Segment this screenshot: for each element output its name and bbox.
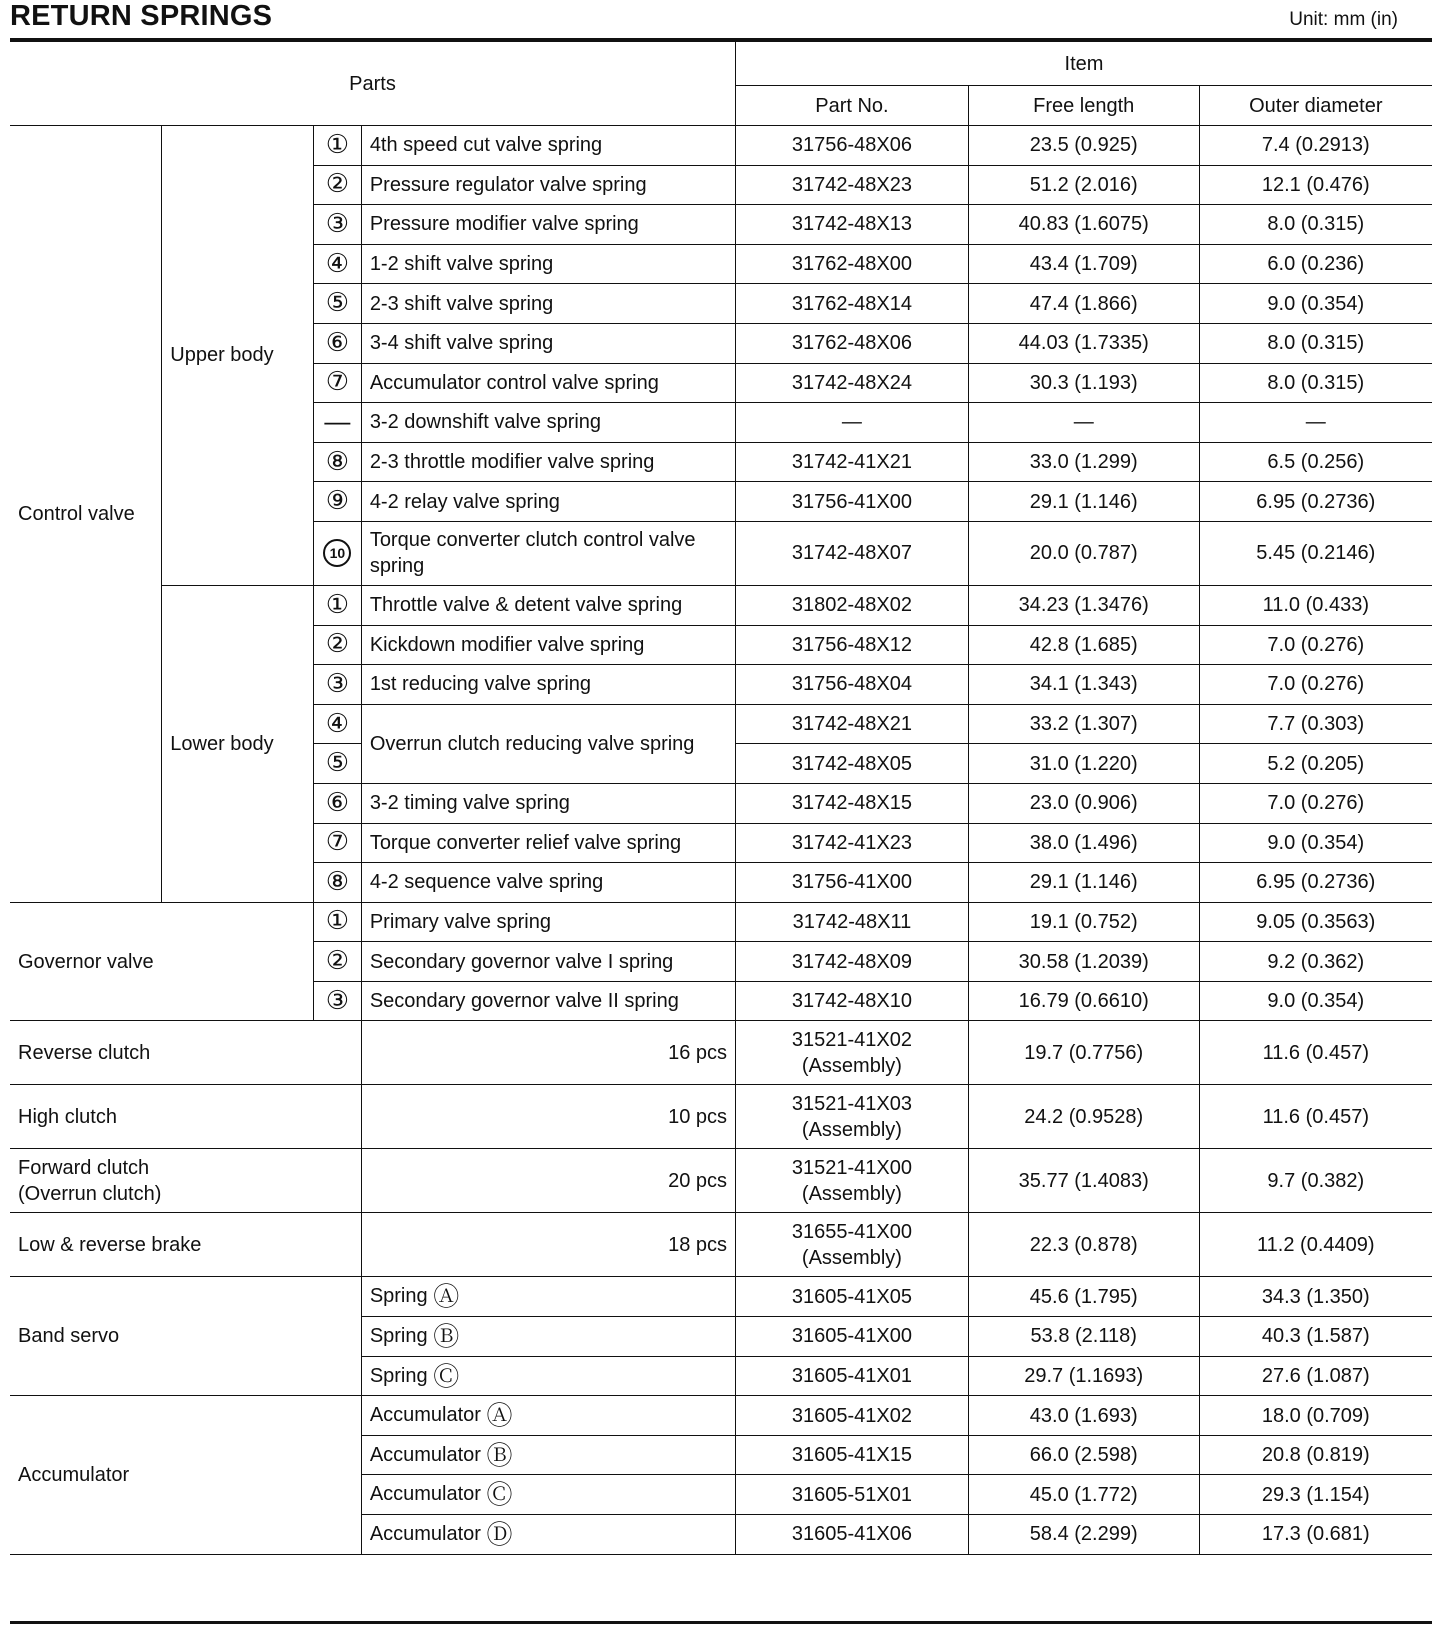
part-no: 31762-48X14 xyxy=(736,284,969,324)
part-no: 31756-48X06 xyxy=(736,126,969,166)
item-number: ② xyxy=(325,628,350,659)
spring-label: Spring xyxy=(369,1364,428,1387)
item-number: ⑤ xyxy=(325,747,350,778)
table-row xyxy=(10,1277,1432,1317)
outer-diameter: 9.7 (0.382) xyxy=(1199,1149,1432,1213)
part-no-value: 31521-41X00 xyxy=(791,1156,912,1179)
outer-diameter: 17.3 (0.681) xyxy=(1199,1515,1432,1555)
group-accumulator: Accumulator xyxy=(10,1396,361,1554)
part-no-note: (Assembly) xyxy=(801,1054,902,1077)
part-no xyxy=(736,1213,969,1277)
spring-label: Accumulator xyxy=(369,1443,481,1466)
clutch-name-line: Low & reverse brake xyxy=(18,1233,202,1256)
spring-name: 3-4 shift valve spring xyxy=(361,323,735,363)
part-no: 31742-48X10 xyxy=(736,981,969,1021)
part-no: 31742-41X23 xyxy=(736,823,969,863)
outer-diameter: 5.2 (0.205) xyxy=(1199,744,1432,784)
free-length: 51.2 (2.016) xyxy=(968,165,1199,205)
item-number-cell xyxy=(314,783,362,823)
item-number-cell xyxy=(314,625,362,665)
spring-name: 2-3 shift valve spring xyxy=(361,284,735,324)
outer-diameter: 11.6 (0.457) xyxy=(1199,1085,1432,1149)
free-length: 40.83 (1.6075) xyxy=(968,205,1199,245)
part-no xyxy=(736,1149,969,1213)
part-no: 31742-48X15 xyxy=(736,783,969,823)
free-length: 20.0 (0.787) xyxy=(968,521,1199,585)
outer-diameter: 8.0 (0.315) xyxy=(1199,205,1432,245)
clutch-name xyxy=(10,1021,361,1085)
free-length: 34.23 (1.3476) xyxy=(968,585,1199,625)
spring-name xyxy=(361,1277,735,1317)
quantity: 20 pcs xyxy=(361,1149,735,1213)
outer-diameter: — xyxy=(1199,403,1432,443)
item-number: ③ xyxy=(325,984,350,1015)
outer-diameter: 5.45 (0.2146) xyxy=(1199,521,1432,585)
free-length: 30.58 (1.2039) xyxy=(968,942,1199,982)
outer-diameter-header: Outer diameter xyxy=(1199,86,1432,126)
table-row xyxy=(10,126,1432,166)
part-no-header: Part No. xyxy=(736,86,969,126)
table-row xyxy=(10,1021,1432,1085)
page-title: RETURN SPRINGS xyxy=(10,0,273,32)
part-no: 31756-48X04 xyxy=(736,665,969,705)
part-no-value: 31521-41X03 xyxy=(791,1092,912,1115)
spring-name xyxy=(361,1396,735,1436)
item-number: — xyxy=(324,405,351,436)
spring-letter: Ⓓ xyxy=(486,1519,513,1550)
outer-diameter: 34.3 (1.350) xyxy=(1199,1277,1432,1317)
item-number-cell xyxy=(314,442,362,482)
outer-diameter: 6.5 (0.256) xyxy=(1199,442,1432,482)
spring-name: 4-2 sequence valve spring xyxy=(361,863,735,903)
outer-diameter: 6.95 (0.2736) xyxy=(1199,863,1432,903)
outer-diameter: 7.0 (0.276) xyxy=(1199,625,1432,665)
bottom-rule xyxy=(10,1621,1432,1624)
item-number: ⑥ xyxy=(325,786,350,817)
item-number-cell xyxy=(314,585,362,625)
free-length: 33.2 (1.307) xyxy=(968,704,1199,744)
item-number: ⑤ xyxy=(325,287,350,318)
outer-diameter: 29.3 (1.154) xyxy=(1199,1475,1432,1515)
spring-name xyxy=(361,1435,735,1475)
spring-name: Overrun clutch reducing valve spring xyxy=(361,704,735,783)
part-no-note: (Assembly) xyxy=(801,1118,902,1141)
free-length: 44.03 (1.7335) xyxy=(968,323,1199,363)
outer-diameter: 11.0 (0.433) xyxy=(1199,585,1432,625)
free-length: 35.77 (1.4083) xyxy=(968,1149,1199,1213)
spring-name: 2-3 throttle modifier valve spring xyxy=(361,442,735,482)
quantity: 10 pcs xyxy=(361,1085,735,1149)
group-upper-body: Upper body xyxy=(162,126,314,586)
item-number-cell xyxy=(314,704,362,744)
part-no: 31742-41X21 xyxy=(736,442,969,482)
part-no: — xyxy=(736,403,969,443)
part-no: 31756-41X00 xyxy=(736,863,969,903)
part-no: 31762-48X00 xyxy=(736,244,969,284)
parts-header: Parts xyxy=(10,42,736,126)
spring-name: Pressure regulator valve spring xyxy=(361,165,735,205)
item-number-cell xyxy=(314,482,362,522)
spring-name: Throttle valve & detent valve spring xyxy=(361,585,735,625)
free-length-header: Free length xyxy=(968,86,1199,126)
spring-name xyxy=(361,1317,735,1357)
spring-name: Accumulator control valve spring xyxy=(361,363,735,403)
spring-label: Accumulator xyxy=(369,1522,481,1545)
free-length: 58.4 (2.299) xyxy=(968,1515,1199,1555)
item-number-cell xyxy=(314,126,362,166)
item-number-cell xyxy=(314,863,362,903)
spring-name: Pressure modifier valve spring xyxy=(361,205,735,245)
outer-diameter: 7.0 (0.276) xyxy=(1199,783,1432,823)
item-number-cell xyxy=(314,942,362,982)
item-number-cell xyxy=(314,981,362,1021)
clutch-name xyxy=(10,1149,361,1213)
free-length: 19.7 (0.7756) xyxy=(968,1021,1199,1085)
outer-diameter: 11.2 (0.4409) xyxy=(1199,1213,1432,1277)
spring-name: Torque converter clutch control valve spring xyxy=(361,521,735,585)
spring-name: 1-2 shift valve spring xyxy=(361,244,735,284)
free-length: 24.2 (0.9528) xyxy=(968,1085,1199,1149)
spring-name xyxy=(361,1515,735,1555)
part-no xyxy=(736,1021,969,1085)
outer-diameter: 7.0 (0.276) xyxy=(1199,665,1432,705)
item-number: ⑦ xyxy=(325,826,350,857)
item-number: ⑥ xyxy=(325,326,350,357)
item-number-cell xyxy=(314,823,362,863)
part-no: 31742-48X13 xyxy=(736,205,969,245)
item-number-cell xyxy=(314,363,362,403)
item-number-cell xyxy=(314,744,362,784)
spring-letter: Ⓐ xyxy=(486,1400,513,1431)
item-number-cell xyxy=(314,902,362,942)
free-length: 16.79 (0.6610) xyxy=(968,981,1199,1021)
spring-letter: Ⓒ xyxy=(433,1361,460,1392)
outer-diameter: 9.0 (0.354) xyxy=(1199,823,1432,863)
outer-diameter: 9.0 (0.354) xyxy=(1199,284,1432,324)
clutch-name-line: Forward clutch xyxy=(18,1156,150,1179)
spring-name: 3-2 timing valve spring xyxy=(361,783,735,823)
item-number: ⑦ xyxy=(325,366,350,397)
item-number: ③ xyxy=(325,207,350,238)
free-length: 29.1 (1.146) xyxy=(968,482,1199,522)
free-length: 29.1 (1.146) xyxy=(968,863,1199,903)
item-number: ② xyxy=(325,945,350,976)
item-number-cell xyxy=(314,205,362,245)
part-no-value: 31521-41X02 xyxy=(791,1028,912,1051)
part-no: 31742-48X21 xyxy=(736,704,969,744)
part-no: 31762-48X06 xyxy=(736,323,969,363)
part-no: 31742-48X09 xyxy=(736,942,969,982)
spring-name: 4th speed cut valve spring xyxy=(361,126,735,166)
free-length: 43.0 (1.693) xyxy=(968,1396,1199,1436)
outer-diameter: 27.6 (1.087) xyxy=(1199,1356,1432,1396)
part-no: 31742-48X05 xyxy=(736,744,969,784)
outer-diameter: 40.3 (1.587) xyxy=(1199,1317,1432,1357)
part-no: 31756-48X12 xyxy=(736,625,969,665)
item-number: ① xyxy=(325,128,350,159)
part-no: 31742-48X11 xyxy=(736,902,969,942)
clutch-name-line: High clutch xyxy=(18,1105,117,1128)
table-row xyxy=(10,1085,1432,1149)
part-no: 31742-48X23 xyxy=(736,165,969,205)
item-number-cell xyxy=(314,165,362,205)
part-no: 31605-41X01 xyxy=(736,1356,969,1396)
table-row xyxy=(10,585,1432,625)
item-number-cell xyxy=(314,244,362,284)
free-length: 19.1 (0.752) xyxy=(968,902,1199,942)
part-no xyxy=(736,1085,969,1149)
free-length: 34.1 (1.343) xyxy=(968,665,1199,705)
item-number: ④ xyxy=(325,707,350,738)
part-no: 31756-41X00 xyxy=(736,482,969,522)
free-length: 23.0 (0.906) xyxy=(968,783,1199,823)
spring-letter: Ⓑ xyxy=(433,1321,460,1352)
group-control-valve: Control valve xyxy=(10,126,162,903)
item-number: ② xyxy=(325,168,350,199)
group-lower-body: Lower body xyxy=(162,585,314,902)
free-length: 45.6 (1.795) xyxy=(968,1277,1199,1317)
outer-diameter: 7.7 (0.303) xyxy=(1199,704,1432,744)
outer-diameter: 9.0 (0.354) xyxy=(1199,981,1432,1021)
item-number: ⑧ xyxy=(325,445,350,476)
outer-diameter: 6.95 (0.2736) xyxy=(1199,482,1432,522)
spring-name: Secondary governor valve I spring xyxy=(361,942,735,982)
spring-label: Spring xyxy=(369,1325,428,1347)
part-no: 31742-48X07 xyxy=(736,521,969,585)
spring-letter: Ⓒ xyxy=(486,1480,513,1511)
free-length: 29.7 (1.1693) xyxy=(968,1356,1199,1396)
outer-diameter: 9.2 (0.362) xyxy=(1199,942,1432,982)
part-no: 31605-41X15 xyxy=(736,1435,969,1475)
spring-name: Secondary governor valve II spring xyxy=(361,981,735,1021)
outer-diameter: 18.0 (0.709) xyxy=(1199,1396,1432,1436)
spring-label: Spring xyxy=(369,1285,428,1308)
item-number-cell xyxy=(314,284,362,324)
clutch-name xyxy=(10,1085,361,1149)
table-row xyxy=(10,902,1432,942)
free-length: 45.0 (1.772) xyxy=(968,1475,1199,1515)
part-no: 31605-41X02 xyxy=(736,1396,969,1436)
outer-diameter: 12.1 (0.476) xyxy=(1199,165,1432,205)
group-governor-valve: Governor valve xyxy=(10,902,314,1021)
outer-diameter: 6.0 (0.236) xyxy=(1199,244,1432,284)
spring-name: 3-2 downshift valve spring xyxy=(361,403,735,443)
spring-name: Primary valve spring xyxy=(361,902,735,942)
outer-diameter: 20.8 (0.819) xyxy=(1199,1435,1432,1475)
quantity: 16 pcs xyxy=(361,1021,735,1085)
table-row xyxy=(10,1213,1432,1277)
clutch-name-line: Reverse clutch xyxy=(18,1041,151,1064)
spring-letter: Ⓑ xyxy=(486,1440,513,1471)
free-length: 38.0 (1.496) xyxy=(968,823,1199,863)
item-number: ① xyxy=(325,588,350,619)
part-no-note: (Assembly) xyxy=(801,1246,902,1269)
free-length: 23.5 (0.925) xyxy=(968,126,1199,166)
spring-label: Accumulator xyxy=(369,1404,481,1427)
outer-diameter: 8.0 (0.315) xyxy=(1199,363,1432,403)
free-length: 31.0 (1.220) xyxy=(968,744,1199,784)
part-no-note: (Assembly) xyxy=(801,1182,902,1205)
item-number-badge: 10 xyxy=(323,539,351,567)
outer-diameter: 8.0 (0.315) xyxy=(1199,323,1432,363)
clutch-name-line2: (Overrun clutch) xyxy=(18,1182,162,1205)
spring-name: Torque converter relief valve spring xyxy=(361,823,735,863)
spring-label: Accumulator xyxy=(369,1483,481,1506)
free-length: 43.4 (1.709) xyxy=(968,244,1199,284)
group-band-servo: Band servo xyxy=(10,1277,361,1396)
spring-name: 1st reducing valve spring xyxy=(361,665,735,705)
item-number-cell xyxy=(314,521,362,585)
item-number: ① xyxy=(325,905,350,936)
item-number: ⑧ xyxy=(325,865,350,896)
part-no: 31605-51X01 xyxy=(736,1475,969,1515)
free-length: 42.8 (1.685) xyxy=(968,625,1199,665)
item-number-cell xyxy=(314,323,362,363)
free-length: 30.3 (1.193) xyxy=(968,363,1199,403)
part-no-value: 31655-41X00 xyxy=(791,1220,912,1243)
spring-letter: Ⓐ xyxy=(433,1282,460,1313)
outer-diameter: 7.4 (0.2913) xyxy=(1199,126,1432,166)
spring-name xyxy=(361,1356,735,1396)
return-springs-table xyxy=(10,41,1432,1555)
item-number: ⑨ xyxy=(325,485,350,516)
outer-diameter: 11.6 (0.457) xyxy=(1199,1021,1432,1085)
clutch-name xyxy=(10,1213,361,1277)
unit-label: Unit: mm (in) xyxy=(1289,9,1398,30)
part-no: 31605-41X00 xyxy=(736,1317,969,1357)
spring-name xyxy=(361,1475,735,1515)
free-length: 66.0 (2.598) xyxy=(968,1435,1199,1475)
item-header: Item xyxy=(736,42,1432,86)
free-length: 22.3 (0.878) xyxy=(968,1213,1199,1277)
item-number: ③ xyxy=(325,667,350,698)
part-no: 31605-41X06 xyxy=(736,1515,969,1555)
part-no: 31605-41X05 xyxy=(736,1277,969,1317)
table-row xyxy=(10,1396,1432,1436)
part-no: 31742-48X24 xyxy=(736,363,969,403)
free-length: — xyxy=(968,403,1199,443)
spring-name: 4-2 relay valve spring xyxy=(361,482,735,522)
free-length: 33.0 (1.299) xyxy=(968,442,1199,482)
quantity: 18 pcs xyxy=(361,1213,735,1277)
item-number: ④ xyxy=(325,247,350,278)
outer-diameter: 9.05 (0.3563) xyxy=(1199,902,1432,942)
item-number-cell xyxy=(314,403,362,443)
free-length: 47.4 (1.866) xyxy=(968,284,1199,324)
part-no: 31802-48X02 xyxy=(736,585,969,625)
free-length: 53.8 (2.118) xyxy=(968,1317,1199,1357)
spring-name: Kickdown modifier valve spring xyxy=(361,625,735,665)
table-row xyxy=(10,1149,1432,1213)
item-number-cell xyxy=(314,665,362,705)
